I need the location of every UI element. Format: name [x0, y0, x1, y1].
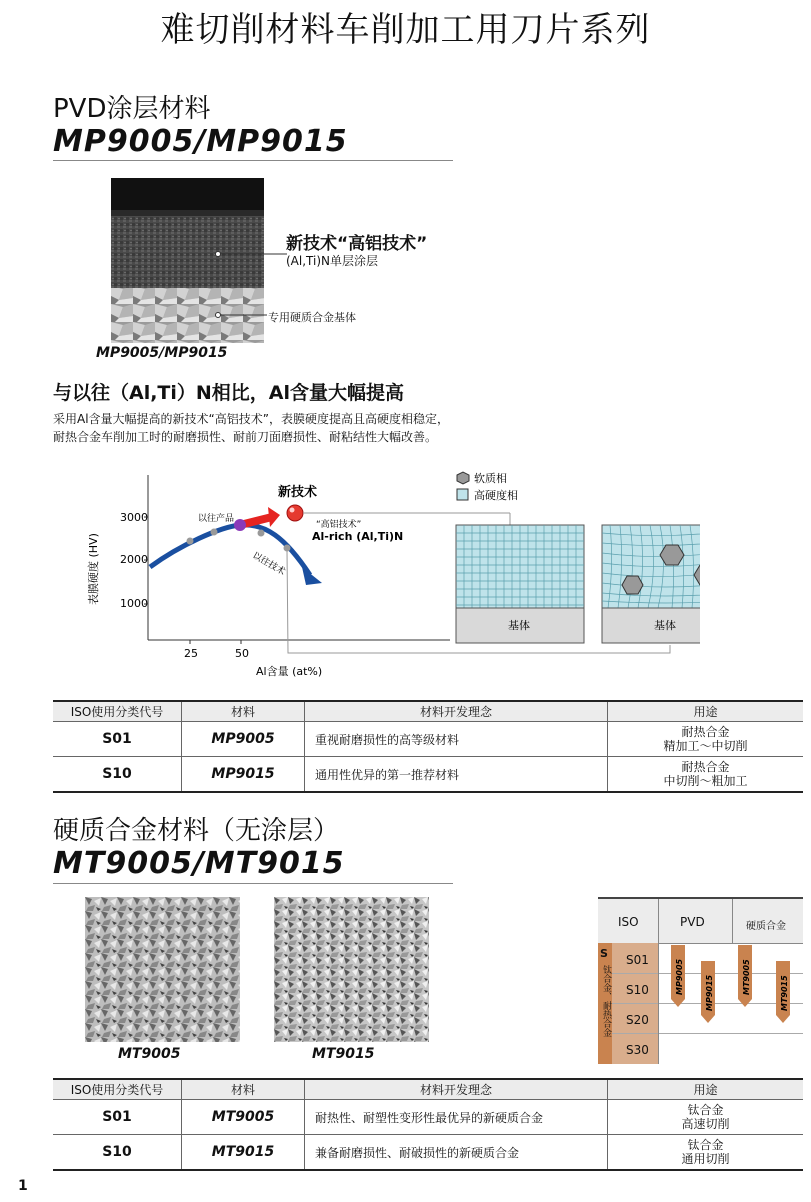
grade-name: MT9015 — [182, 1135, 305, 1171]
label-alrich: Al-rich (Al,Ti)N — [312, 530, 404, 543]
use-line-1: 耐热合金 — [681, 760, 730, 774]
concept: 兼备耐磨损性、耐破损性的新硬质合金 — [305, 1135, 608, 1171]
row-s10: S10 — [626, 983, 649, 997]
hard-phase-icon — [457, 489, 468, 500]
section-rule — [53, 160, 453, 161]
desc-line-1: 采用Al含量大幅提高的新技术“高铝技术”，表膜硬度提高且高硬度相稳定， — [53, 412, 449, 426]
side-label: 钛合金、耐热合金 — [601, 965, 611, 1037]
grade-name: MP9015 — [182, 757, 305, 793]
hard-phase-grid — [456, 525, 584, 643]
section-rule — [53, 883, 453, 884]
callout-base: 专用硬质合金基体 — [268, 311, 356, 324]
iso-header: ISO — [618, 915, 639, 929]
use-line-2: 精加工～中切削 — [663, 739, 748, 753]
desc-line-2: 耐热合金车削加工时的耐磨损性、耐前刀面磨损性、耐粘结性大幅改善。 — [53, 430, 438, 444]
data-point — [211, 529, 218, 536]
hardness-chart — [80, 465, 700, 680]
page-number: 1 — [18, 1178, 28, 1194]
concept: 通用性优异的第一推荐材料 — [305, 757, 608, 793]
table-row — [53, 1135, 803, 1171]
y-tick-1000: 1000 — [120, 597, 148, 610]
new-tech-point — [287, 505, 303, 521]
callout-subtitle: (Al,Ti)N单层涂层 — [286, 254, 378, 268]
legend-soft: 软质相 — [474, 472, 507, 485]
prev-tech-arrowhead — [302, 567, 322, 585]
table-header: 用途 — [608, 701, 804, 722]
mixed-phase-grid — [602, 525, 700, 643]
tab-label: MT9015 — [780, 975, 789, 1011]
tab-label: MP9005 — [675, 958, 684, 995]
table-row — [53, 1100, 803, 1135]
grade-name: MP9005 — [182, 722, 305, 757]
label-new-tech: 新技术 — [278, 485, 318, 500]
tab-label: MP9015 — [705, 974, 714, 1011]
prev-product-point — [234, 519, 246, 531]
use-line-2: 通用切削 — [681, 1152, 730, 1166]
callout-title: 新技术“高铝技术” — [286, 234, 428, 254]
concept: 耐热性、耐塑性变形性最优异的新硬质合金 — [305, 1100, 608, 1135]
mt9005-micrograph — [85, 897, 240, 1042]
caption-mt9015: MT9015 — [312, 1046, 375, 1062]
y-axis-label: 表膜硬度 (HV) — [87, 533, 100, 605]
grade-name: MT9005 — [182, 1100, 305, 1135]
table-header: ISO使用分类代号 — [53, 701, 182, 722]
table-header: ISO使用分类代号 — [53, 1079, 182, 1100]
label-gaoal: “高铝技术” — [316, 520, 362, 530]
label-prev-tech: 以往技术 — [250, 550, 287, 578]
x-axis-label: Al含量 (at%) — [256, 665, 323, 678]
legend-hard: 高硬度相 — [474, 489, 518, 502]
tab-label: MT9005 — [742, 959, 751, 995]
substrate-label: 基体 — [508, 619, 530, 632]
grade-tabs — [658, 943, 803, 1064]
soft-phase-icon — [457, 472, 469, 484]
use-line-1: 钛合金 — [687, 1103, 724, 1117]
data-point — [187, 538, 194, 545]
x-tick-25: 25 — [184, 647, 198, 660]
page-title: 难切削材料车削加工用刀片系列 — [160, 10, 651, 50]
section-title-pvd: PVD涂层材料 — [53, 94, 211, 124]
headline: 与以往（Al,Ti）N相比，Al含量大幅提高 — [53, 382, 405, 404]
mt9015-micrograph — [274, 897, 429, 1042]
new-tech-highlight — [290, 508, 295, 513]
y-tick-3000: 3000 — [120, 511, 148, 524]
use-line-2: 高速切削 — [681, 1117, 730, 1131]
micrograph-caption: MP9005/MP9015 — [96, 345, 228, 361]
use-line-2: 中切削～粗加工 — [663, 774, 748, 788]
iso-code: S01 — [53, 1100, 182, 1135]
use-line-1: 耐热合金 — [681, 725, 730, 739]
col-divider — [732, 899, 733, 943]
iso-code: S10 — [53, 1135, 182, 1171]
iso-code: S10 — [53, 757, 182, 793]
pvd-header: PVD — [680, 915, 705, 929]
side-s: S — [600, 947, 608, 960]
table-header: 材料开发理念 — [305, 701, 608, 722]
y-tick-2000: 2000 — [120, 553, 148, 566]
x-tick-50: 50 — [235, 647, 249, 660]
pvd-grade-table — [53, 700, 803, 793]
iso-application-chart — [598, 897, 803, 1064]
table-header: 材料 — [182, 701, 305, 722]
table-header: 用途 — [608, 1079, 804, 1100]
table-row — [53, 722, 803, 757]
new-tech-arrowhead — [268, 507, 280, 527]
mt-grade-table — [53, 1078, 803, 1171]
substrate-label: 基体 — [654, 619, 676, 632]
table-header: 材料 — [182, 1079, 305, 1100]
product-title-mp: MP9005/MP9015 — [53, 124, 348, 159]
section-title-mt: 硬质合金材料（无涂层） — [53, 816, 340, 846]
product-title-mt: MT9005/MT9015 — [53, 846, 345, 881]
carbide-header: 硬质合金 — [746, 921, 786, 932]
iso-code: S01 — [53, 722, 182, 757]
label-prev-product: 以往产品 — [198, 514, 235, 524]
soft-phase-hex — [622, 576, 643, 594]
table-row — [53, 757, 803, 793]
concept: 重视耐磨损性的高等级材料 — [305, 722, 608, 757]
table-header: 材料开发理念 — [305, 1079, 608, 1100]
row-s01: S01 — [626, 953, 649, 967]
data-point — [258, 530, 265, 537]
caption-mt9005: MT9005 — [118, 1046, 181, 1062]
row-s20: S20 — [626, 1013, 649, 1027]
row-s30: S30 — [626, 1043, 649, 1057]
use-line-1: 钛合金 — [687, 1138, 724, 1152]
